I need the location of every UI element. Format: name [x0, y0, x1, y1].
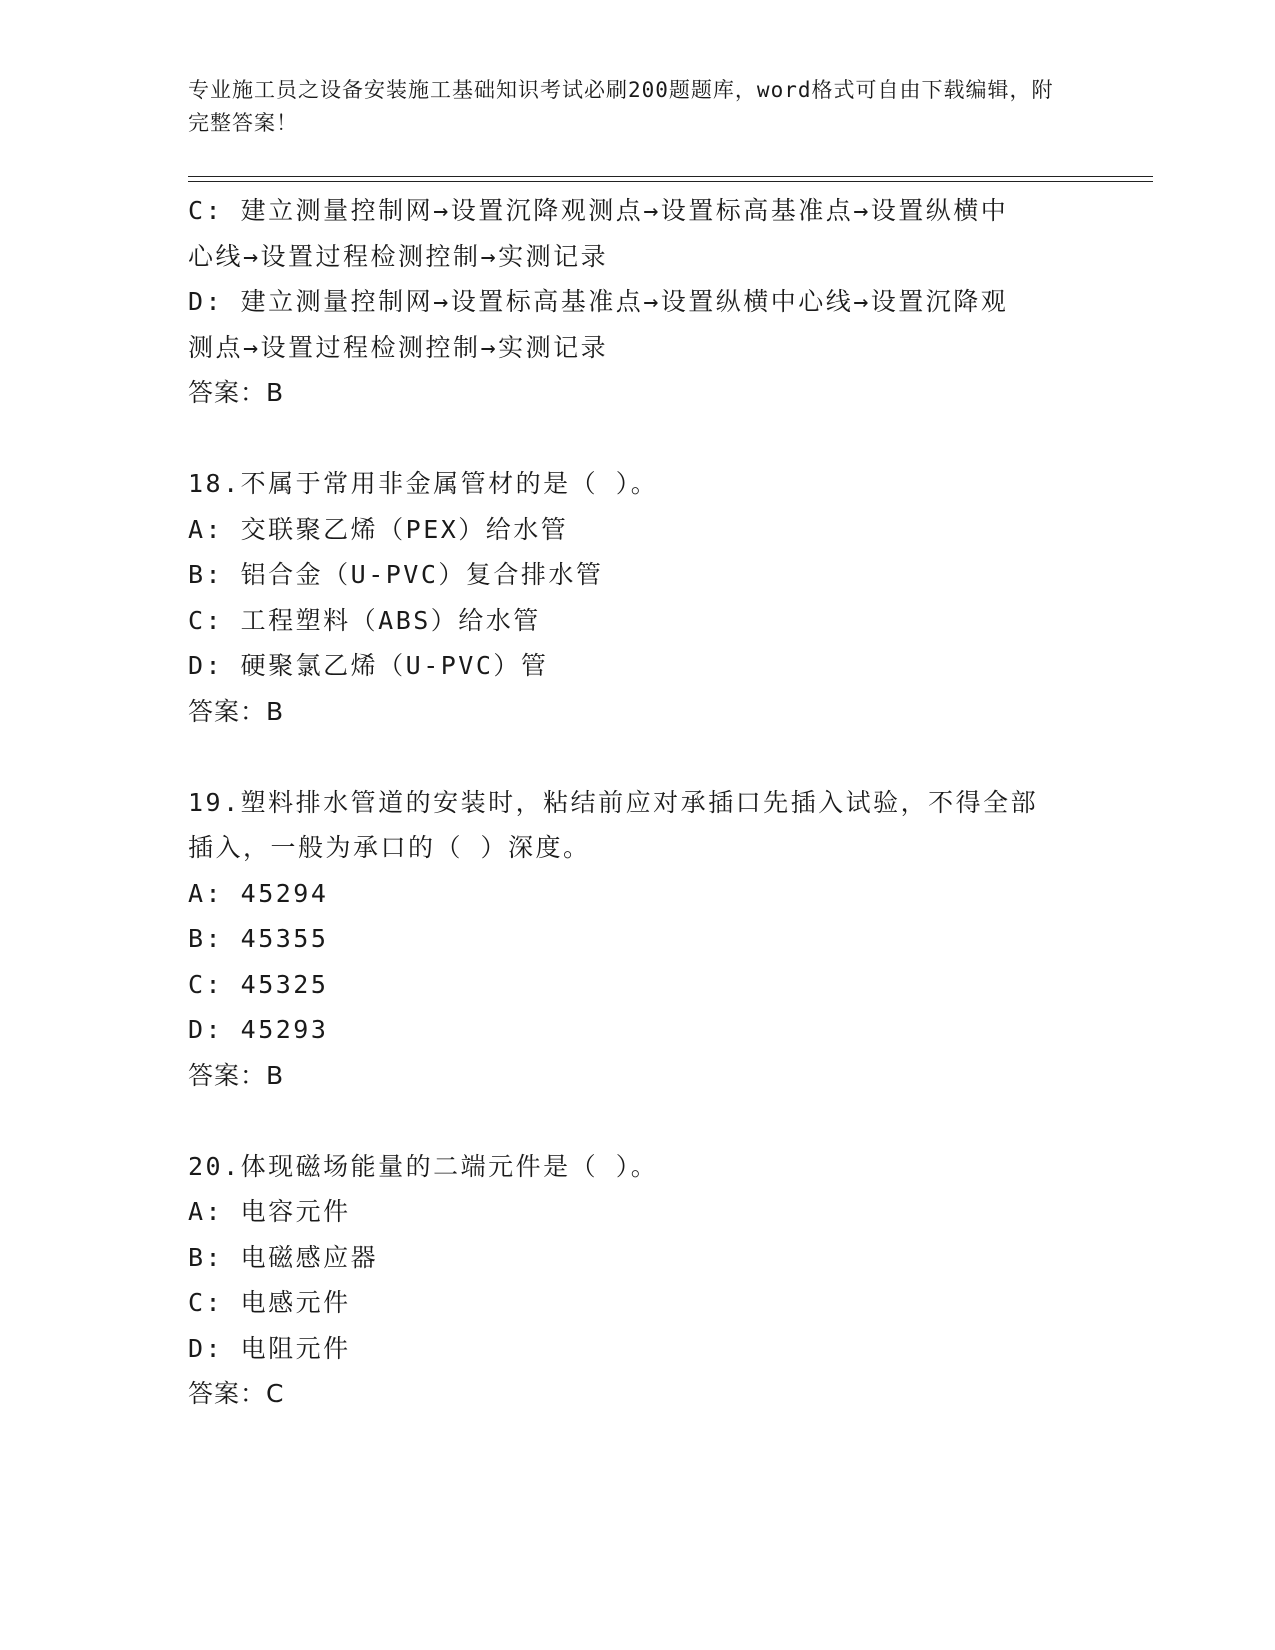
option-c: C: 45325 [188, 969, 329, 999]
question-18 [188, 461, 1088, 734]
option-d-line2: 测点→设置过程检测控制→实测记录 [188, 332, 609, 362]
option-d: D: 硬聚氯乙烯（U-PVC）管 [188, 651, 549, 680]
question-text: 18.不属于常用非金属管材的是（ ）。 [188, 469, 659, 498]
document-header [188, 74, 1068, 140]
option-a: A: 电容元件 [188, 1197, 351, 1226]
question-list [188, 188, 1088, 1417]
option-b: B: 铝合金（U-PVC）复合排水管 [188, 560, 604, 589]
question-20 [188, 1144, 1088, 1417]
question-text-line2: 插入，一般为承口的（ ）深度。 [188, 833, 591, 862]
spacer [188, 734, 1088, 780]
spacer [188, 416, 1088, 462]
answer: 答案：C [188, 1379, 285, 1408]
option-c: C: 电感元件 [188, 1288, 351, 1317]
option-d: D: 电阻元件 [188, 1333, 351, 1363]
header-divider-top [188, 176, 1153, 177]
question-text-line1: 19.塑料排水管道的安装时，粘结前应对承插口先插入试验，不得全部 [188, 787, 1039, 817]
option-c-line1: C: 建立测量控制网→设置沉降观测点→设置标高基准点→设置纵横中 [188, 196, 1009, 225]
option-d-line1: D: 建立测量控制网→设置标高基准点→设置纵横中心线→设置沉降观 [188, 287, 1009, 316]
header-divider-bottom [188, 181, 1153, 182]
option-a: A: 45294 [188, 878, 329, 908]
question-17 [188, 188, 1088, 416]
header-title: 专业施工员之设备安装施工基础知识考试必刷200题题库，word格式可自由下载编辑，附完整答案！ [188, 78, 1054, 135]
answer: 答案：B [188, 378, 285, 407]
option-c: C: 工程塑料（ABS）给水管 [188, 605, 541, 635]
question-text: 20.体现磁场能量的二端元件是（ ）。 [188, 1151, 659, 1181]
option-a: A: 交联聚乙烯（PEX）给水管 [188, 514, 569, 544]
spacer [188, 1098, 1088, 1144]
option-d: D: 45293 [188, 1015, 329, 1044]
option-c-line2: 心线→设置过程检测控制→实测记录 [188, 241, 609, 271]
answer: 答案：B [188, 696, 285, 726]
option-b: B: 电磁感应器 [188, 1242, 379, 1272]
answer: 答案：B [188, 1060, 285, 1090]
question-19 [188, 780, 1088, 1099]
option-b: B: 45355 [188, 924, 329, 953]
